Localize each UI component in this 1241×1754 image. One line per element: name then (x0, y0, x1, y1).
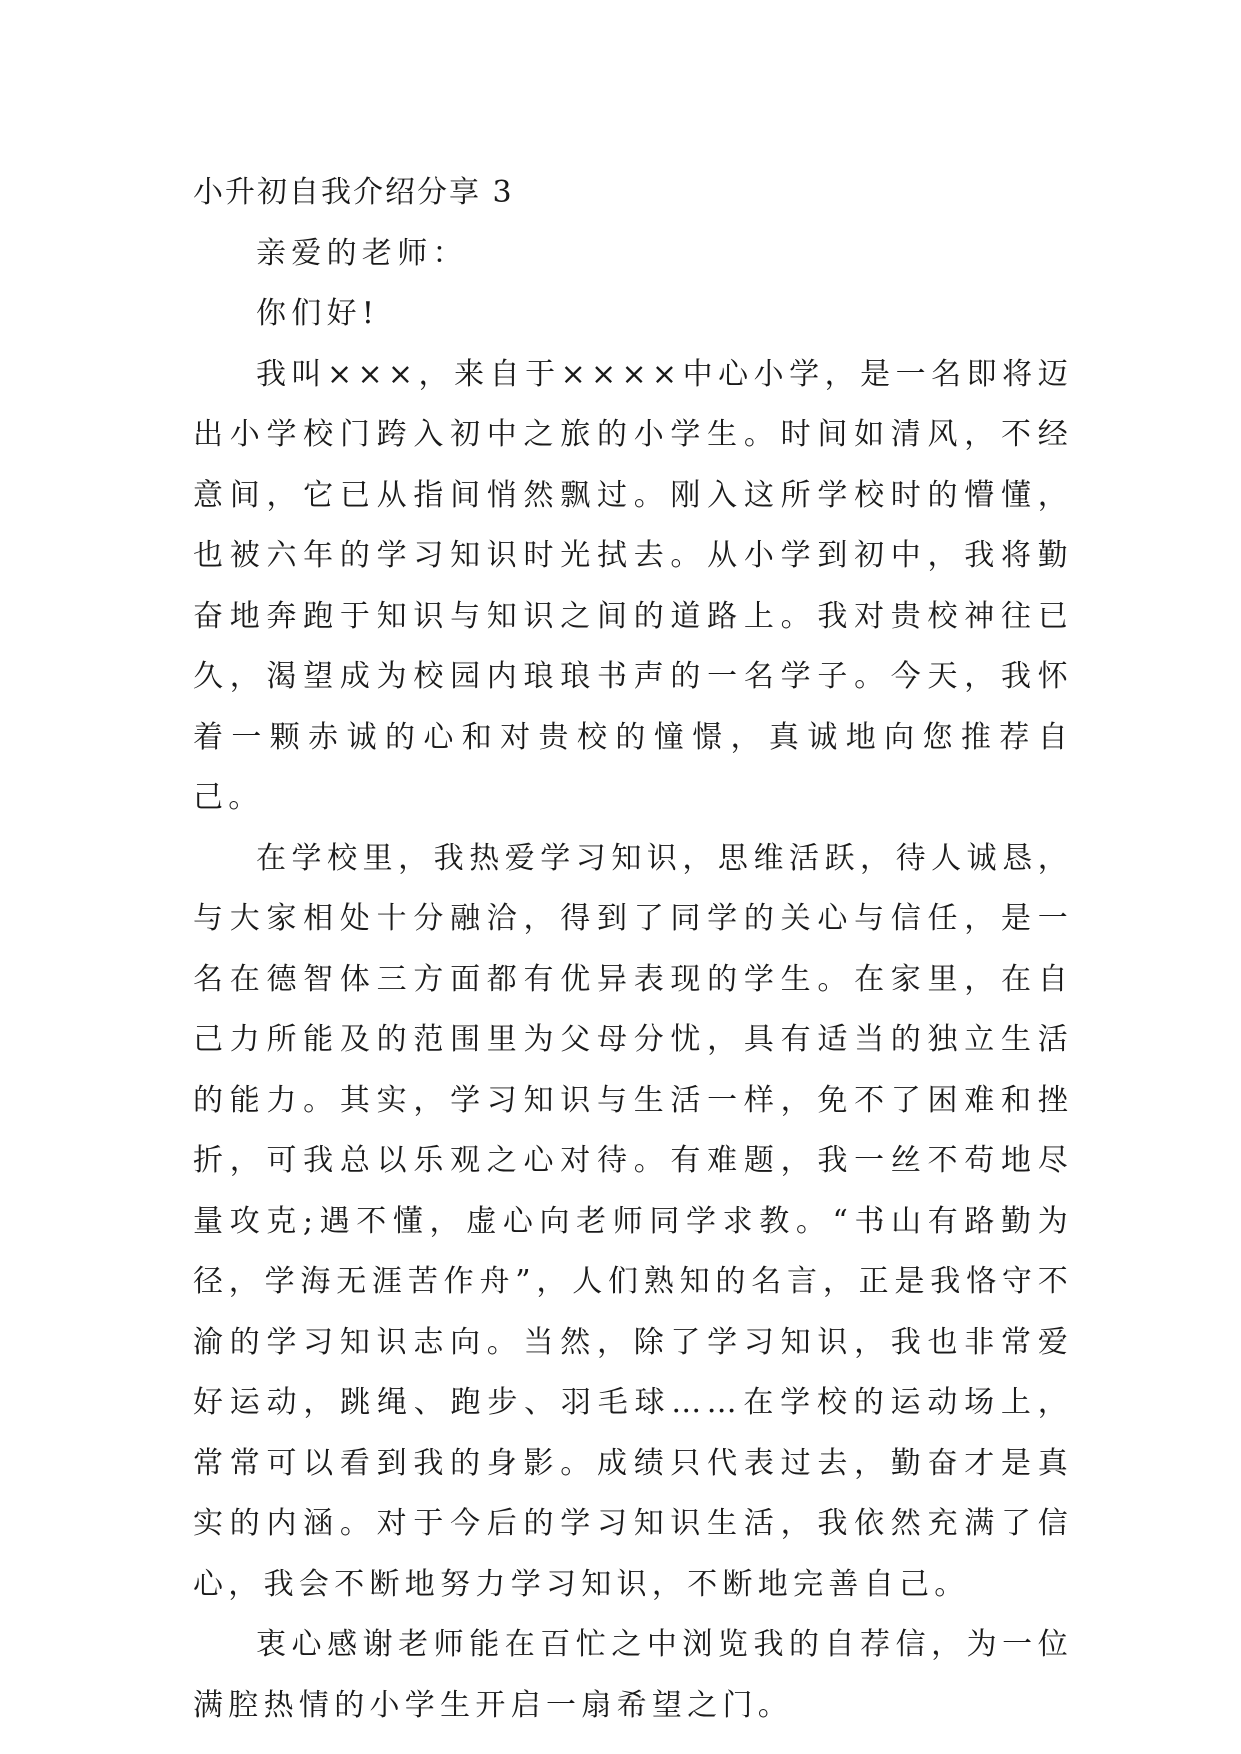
document-title: 小升初自我介绍分享 3 (193, 175, 514, 210)
document-page (193, 163, 1073, 1736)
body-paragraph-intro: 我叫×××，来自于××××中心小学，是一名即将迈出小学校门跨入初中之旅的小学生。时间如清风，不经意间，它已从指间悄然飘过。刚入这所学校时的懵懂，也被六年的学习知识时光拭去。从小学到初中，我将勤奋地奔跑于知识与知识之间的道路上。我对贵校神往已久，渴望成为校园内琅琅书声的一名学子。今天，我怀着一颗赤诚的心和对贵校的憧憬，真诚地向您推荐自己。 (193, 356, 1073, 815)
body-paragraph-closing: 衷心感谢老师能在百忙之中浏览我的自荐信，为一位满腔热情的小学生开启一扇希望之门。 (193, 1627, 1073, 1723)
body-paragraph-school-life: 在学校里，我热爱学习知识，思维活跃，待人诚恳，与大家相处十分融洽，得到了同学的关心与信任，是一名在德智体三方面都有优异表现的学生。在家里，在自己力所能及的范围里为父母分忧，具有适当的独立生活的能力。其实，学习知识与生活一样，免不了困难和挫折，可我总以乐观之心对待。有难题，我一丝不苟地尽量攻克;遇不懂，虚心向老师同学求教。“书山有路勤为径，学海无涯苦作舟”，人们熟知的名言，正是我恪守不渝的学习知识志向。当然，除了学习知识，我也非常爱好运动，跳绳、跑步、羽毛球……在学校的运动场上，常常可以看到我的身影。成绩只代表过去，勤奋才是真实的内涵。对于今后的学习知识生活，我依然充满了信心，我会不断地努力学习知识，不断地完善自己。 (193, 840, 1073, 1602)
greeting: 你们好! (256, 296, 380, 331)
salutation: 亲爱的老师： (256, 235, 468, 271)
